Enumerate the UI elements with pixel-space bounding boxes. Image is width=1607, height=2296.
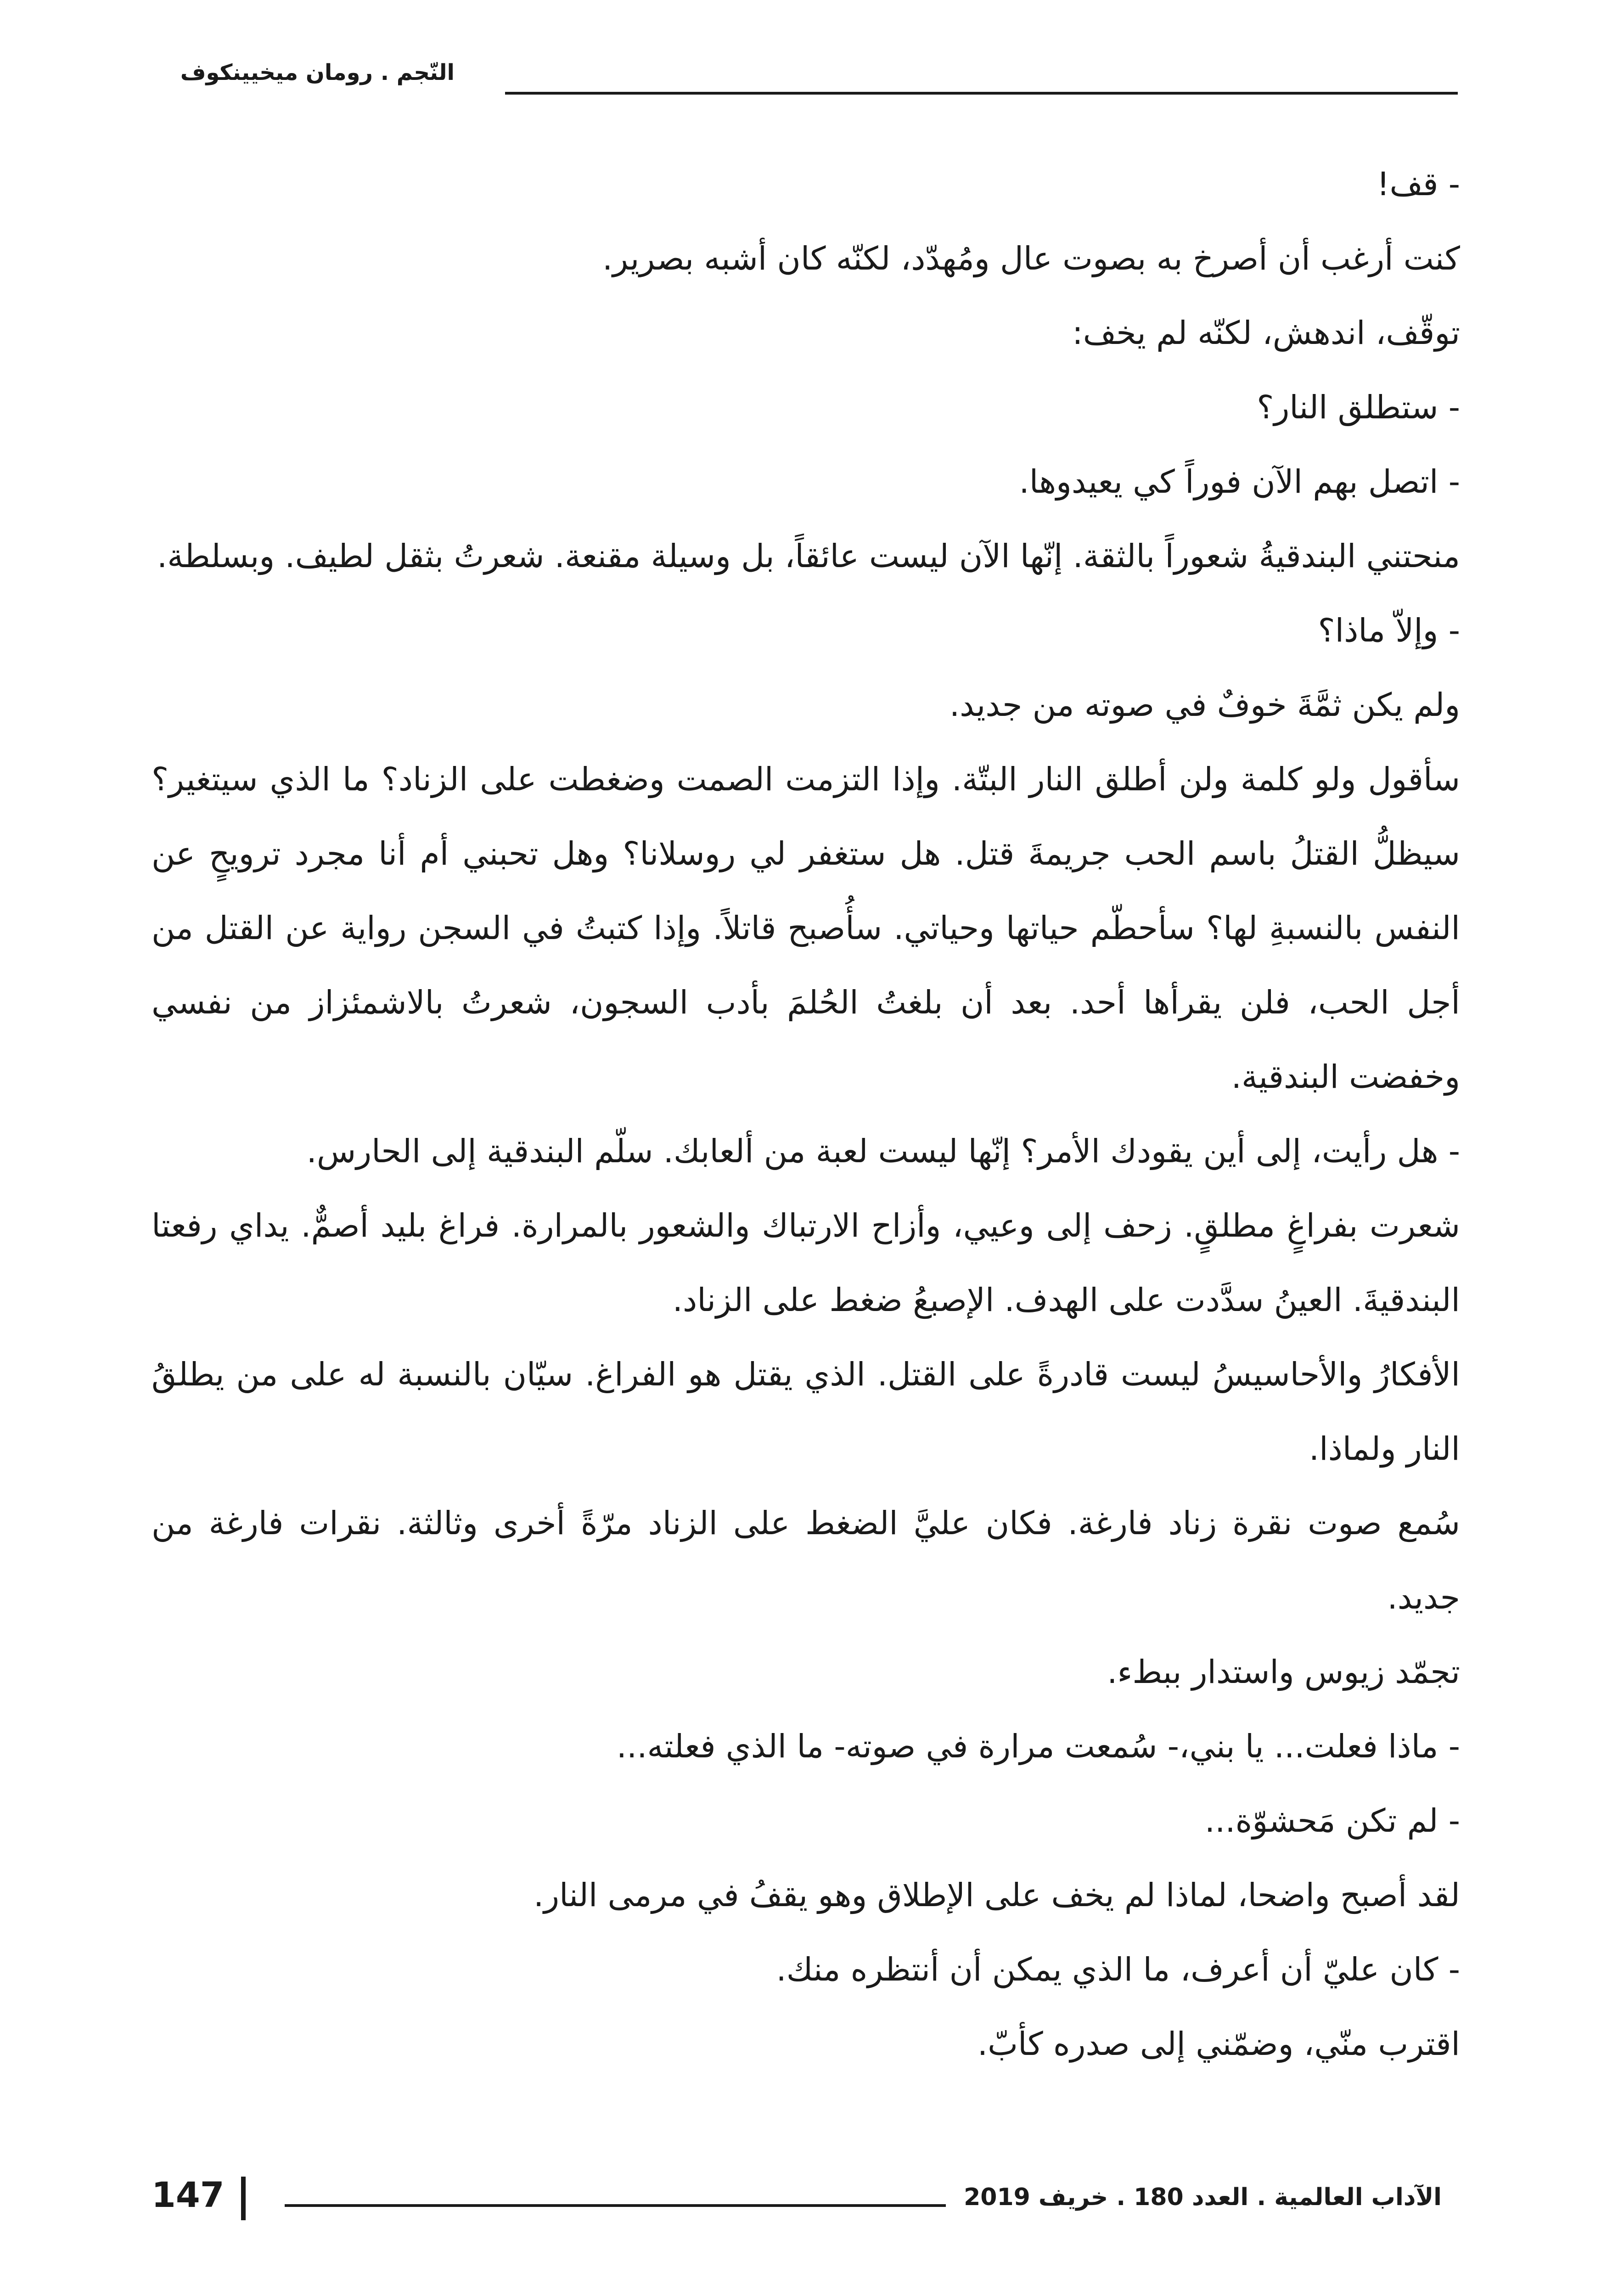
paragraph: اقترب منّي، وضمّني إلى صدره كأبّ. xyxy=(977,2025,1460,2063)
paragraph: - ستطلق النار؟ xyxy=(1257,388,1460,426)
paragraph: تجمّد زيوس واستدار ببطء. xyxy=(1107,1653,1460,1691)
page-number-separator xyxy=(241,2177,246,2220)
paragraph: الأفكارُ والأحاسيسُ ليست قادرةً على القتل. الذي يقتل هو الفراغ. سيّان بالنسبة له على من يطلقُ النار ولماذا. xyxy=(152,1356,1460,1468)
paragraph: شعرت بفراغٍ مطلقٍ. زحف إلى وعيي، وأزاح الارتباك والشعور بالمرارة. فراغ بليد أصمٌّ. يداي رفعتا البندقيةَ. العينُ سدَّدت على الهدف. الإصبعُ ضغط على الزناد. xyxy=(152,1207,1460,1319)
running-title: النّجم . رومان ميخيينكوف xyxy=(180,60,455,85)
paragraph: - وإلاّ ماذا؟ xyxy=(1318,612,1460,649)
paragraph: - ماذا فعلت... يا بني،- سُمعت مرارة في صوته- ما الذي فعلته... xyxy=(616,1728,1460,1765)
body-text xyxy=(152,147,1460,2081)
journal-issue: الآداب العالمية . العدد 180 . خريف 2019 xyxy=(964,2183,1442,2211)
footer-divider xyxy=(285,2204,946,2207)
paragraph: سأقول ولو كلمة ولن أطلق النار البتّة. وإذا التزمت الصمت وضغطت على الزناد؟ ما الذي سيتغير؟ سيظلُّ القتلُ باسم الحب جريمةَ قتل. هل ستغفر لي روسلانا؟ وهل تحبني أم أنا مجرد ترويحٍ عن النفس بالنسبةِ لها؟ سأحطّم حياتها وحياتي. سأُصبح قاتلاً. وإذا كتبتُ في السجن رواية عن القتل من أجل الحب، فلن يقرأها أحد. بعد أن بلغتُ الحُلمَ بأدب السجون، شعرتُ بالاشمئزاز من نفسي وخفضت البندقية. xyxy=(152,760,1460,1096)
paragraph: سُمع صوت نقرة زناد فارغة. فكان عليَّ الضغط على الزناد مرّةً أخرى وثالثة. نقرات فارغة من جديد. xyxy=(152,1504,1460,1616)
paragraph: توقّف، اندهش، لكنّه لم يخف: xyxy=(1072,314,1460,352)
paragraph: لقد أصبح واضحا، لماذا لم يخف على الإطلاق وهو يقفُ في مرمى النار. xyxy=(533,1876,1460,1914)
paragraph: - هل رأيت، إلى أين يقودك الأمر؟ إنّها ليست لعبة من ألعابك. سلّم البندقية إلى الحارس. xyxy=(306,1132,1460,1170)
paragraph: - كان عليّ أن أعرف، ما الذي يمكن أن أنتظره منك. xyxy=(776,1951,1460,1988)
paragraph: - اتصل بهم الآن فوراً كي يعيدوها. xyxy=(1019,463,1460,501)
header-divider xyxy=(505,92,1458,95)
paragraph: منحتني البندقيةُ شعوراً بالثقة. إنّها الآن ليست عائقاً، بل وسيلة مقنعة. شعرتُ بثقل لطيف. وبسلطة. xyxy=(157,537,1460,575)
paragraph: - قف! xyxy=(1377,165,1460,203)
paragraph: كنت أرغب أن أصرخ به بصوت عال ومُهدّد، لكنّه كان أشبه بصرير. xyxy=(602,240,1460,277)
paragraph: - لم تكن مَحشوّة... xyxy=(1204,1802,1460,1840)
page-number: 147 xyxy=(152,2174,225,2215)
paragraph: ولم يكن ثمَّةَ خوفٌ في صوته من جديد. xyxy=(949,686,1460,724)
